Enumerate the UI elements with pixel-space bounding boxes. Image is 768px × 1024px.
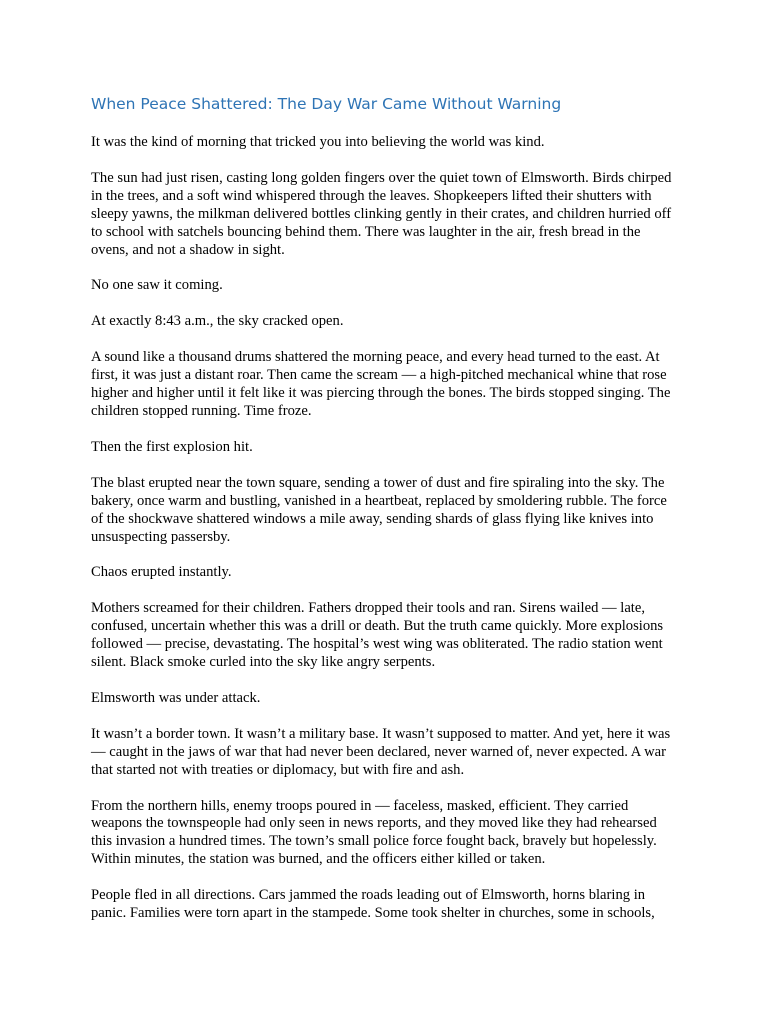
paragraph: No one saw it coming. [91,277,223,294]
paragraph: Elmsworth was under attack. [91,689,261,706]
paragraph: The sun had just risen, casting long golden fingers over the quiet town of Elmsworth. Birds chirped in the trees, and a soft wind whispered through the leaves. Shopkeepers lifted their shutters with sleepy yawns, the milkman delivered bottles clinking gently in their crates, and children hurried off to school with satchels bouncing behind them. There was laughter in the air, fresh bread in the ovens, and not a shadow in sight. [91,169,672,258]
paragraph: Chaos erupted instantly. [91,564,232,581]
paragraph: A sound like a thousand drums shattered the morning peace, and every head turned to the east. At first, it was just a distant roar. Then came the scream — a high-pitched mechanical whine that rose higher and higher until it felt like it was piercing through the bones. The birds stopped singing. The children stopped running. Time froze. [91,349,671,419]
paragraph: It was the kind of morning that tricked you into believing the world was kind. [91,134,545,150]
paragraph: It wasn’t a border town. It wasn’t a military base. It wasn’t supposed to matter. And yet, here it was — caught in the jaws of war that had never been declared, never warned of, never expected. A war that started not with treaties or diplomacy, but with fire and ash. [91,725,671,778]
document-title: When Peace Shattered: The Day War Came Without Warning [91,95,562,113]
paragraph: The blast erupted near the town square, sending a tower of dust and fire spiraling into the sky. The bakery, once warm and bustling, vanished in a heartbeat, replaced by smoldering rubble. The force of the shockwave shattered windows a mile away, sending shards of glass flying like knives into unsuspecting passersby. [91,474,667,545]
document-body [91,134,681,941]
paragraph: Mothers screamed for their children. Fathers dropped their tools and ran. Sirens wailed — late, confused, uncertain whether this was a drill or death. But the truth came quickly. More explosions followed — precise, devastating. The hospital’s west wing was obliterated. The radio station went silent. Black smoke curled into the sky like angry serpents. [91,600,664,671]
paragraph: From the northern hills, enemy troops poured in — faceless, masked, efficient. They carried weapons the townspeople had only seen in news reports, and they moved like they had rehearsed this invasion a hundred times. The town’s small police force fought back, bravely but hopelessly. Within minutes, the station was burned, and the officers either killed or taken. [91,797,657,868]
paragraph: At exactly 8:43 a.m., the sky cracked open. [91,313,344,330]
paragraph: People fled in all directions. Cars jammed the roads leading out of Elmsworth, horns blaring in panic. Families were torn apart in the stampede. Some took shelter in churches, some in schools, [91,887,655,922]
paragraph: Then the first explosion hit. [91,438,253,455]
